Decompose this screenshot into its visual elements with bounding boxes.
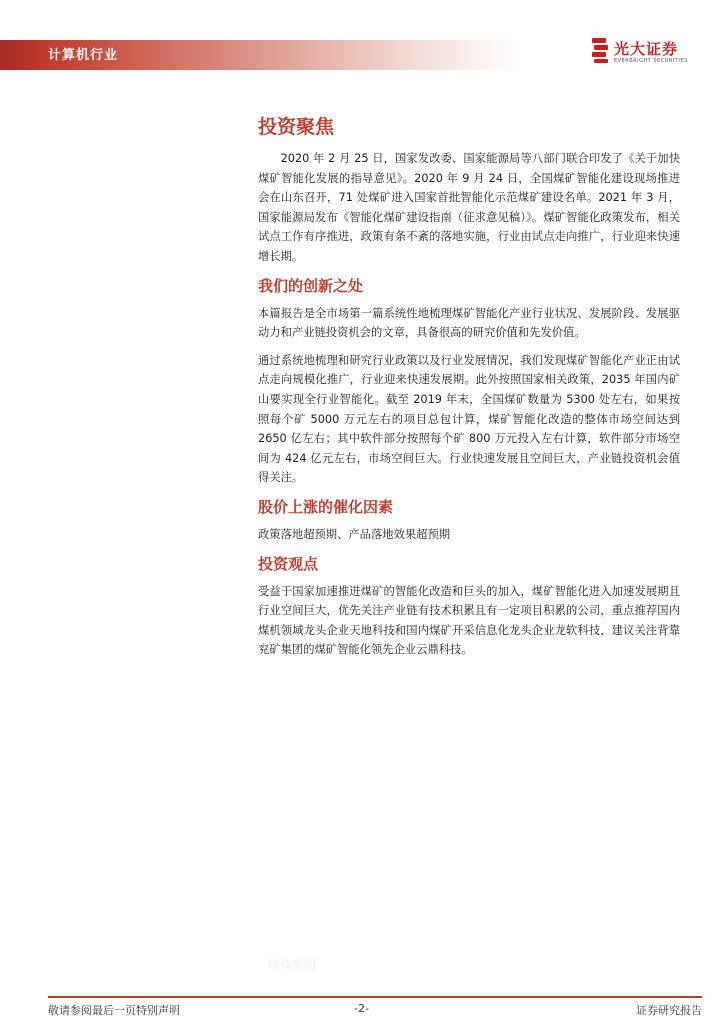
logo-name-cn: 光大证券 bbox=[614, 40, 679, 58]
catalyst-paragraph: 政策落地超预期、产品落地效果超预期 bbox=[258, 527, 451, 541]
page-number: -2- bbox=[354, 1002, 369, 1015]
brand-logo bbox=[592, 38, 702, 68]
catalyst-heading: 股价上涨的催化因素 bbox=[258, 497, 394, 516]
innovation-heading: 我们的创新之处 bbox=[258, 276, 364, 295]
footer-disclaimer: 敬请参阅最后一页特别声明 bbox=[48, 1004, 180, 1017]
watermark: 敬请参阅 bbox=[268, 958, 317, 972]
page-footer bbox=[48, 996, 702, 1016]
logo-name-en: EVERBRIGHT SECURITIES bbox=[614, 58, 688, 64]
report-type: 证券研究报告 bbox=[636, 1004, 702, 1017]
page-title: 投资聚焦 bbox=[258, 116, 335, 138]
footer-divider bbox=[48, 996, 702, 998]
investment-view-heading: 投资观点 bbox=[258, 554, 319, 573]
investment-view-paragraph: 受益于国家加速推进煤矿的智能化改造和巨头的加入，煤矿智能化进入加速发展期且行业空间巨大，优先关注产业链有技术积累且有一定项目积累的公司，重点推荐国内煤机领域龙头企业天地科技和国内煤矿开采信息化龙头企业龙软科技，建议关注背靠兖矿集团的煤矿智能化领先企业云鼎科技。 bbox=[258, 584, 680, 657]
logo-mark-icon bbox=[592, 38, 608, 64]
innovation-paragraph-2: 通过系统地梳理和研究行业政策以及行业发展情况，我们发现煤矿智能化产业正由试点走向规模化推广，行业迎来快速发展期。此外按照国家相关政策，2035 年国内矿山要实现全行业智能化。截至 2019 年末，全国煤矿数量为 5300 处左右，如果按照每个矿 5000 万元左右的项目总包计算，煤矿智能化改造的整体市场空间达到 2650 亿左右；其中软件部分按照每个矿 800 万元投入左右计算，软件部分市场空间为 424 亿元左右，市场空间巨大。行业快速发展且空间巨大，产业链投资机会值得关注。 bbox=[258, 353, 680, 485]
report-content bbox=[258, 112, 680, 668]
intro-paragraph: 2020 年 2 月 25 日，国家发改委、国家能源局等八部门联合印发了《关于加快煤矿智能化发展的指导意见》。2020 年 9 月 24 日，全国煤矿智能化建设现场推进会在山东召开，71 处煤矿进入国家首批智能化示范煤矿建设名单。2021 年 3 月，国家能源局发布《智能化煤矿建设指南（征求意见稿）》。煤矿智能化政策发布，相关试点工作有序推进，政策有条不紊的落地实施，行业由试点走向推广，行业迎来快速增长期。 bbox=[258, 152, 680, 263]
innovation-paragraph-1: 本篇报告是全市场第一篇系统性地梳理煤矿智能化产业行业状况、发展阶段、发展驱动力和产业链投资机会的文章，具备很高的研究价值和先发价值。 bbox=[258, 306, 680, 340]
industry-label: 计算机行业 bbox=[48, 48, 119, 63]
